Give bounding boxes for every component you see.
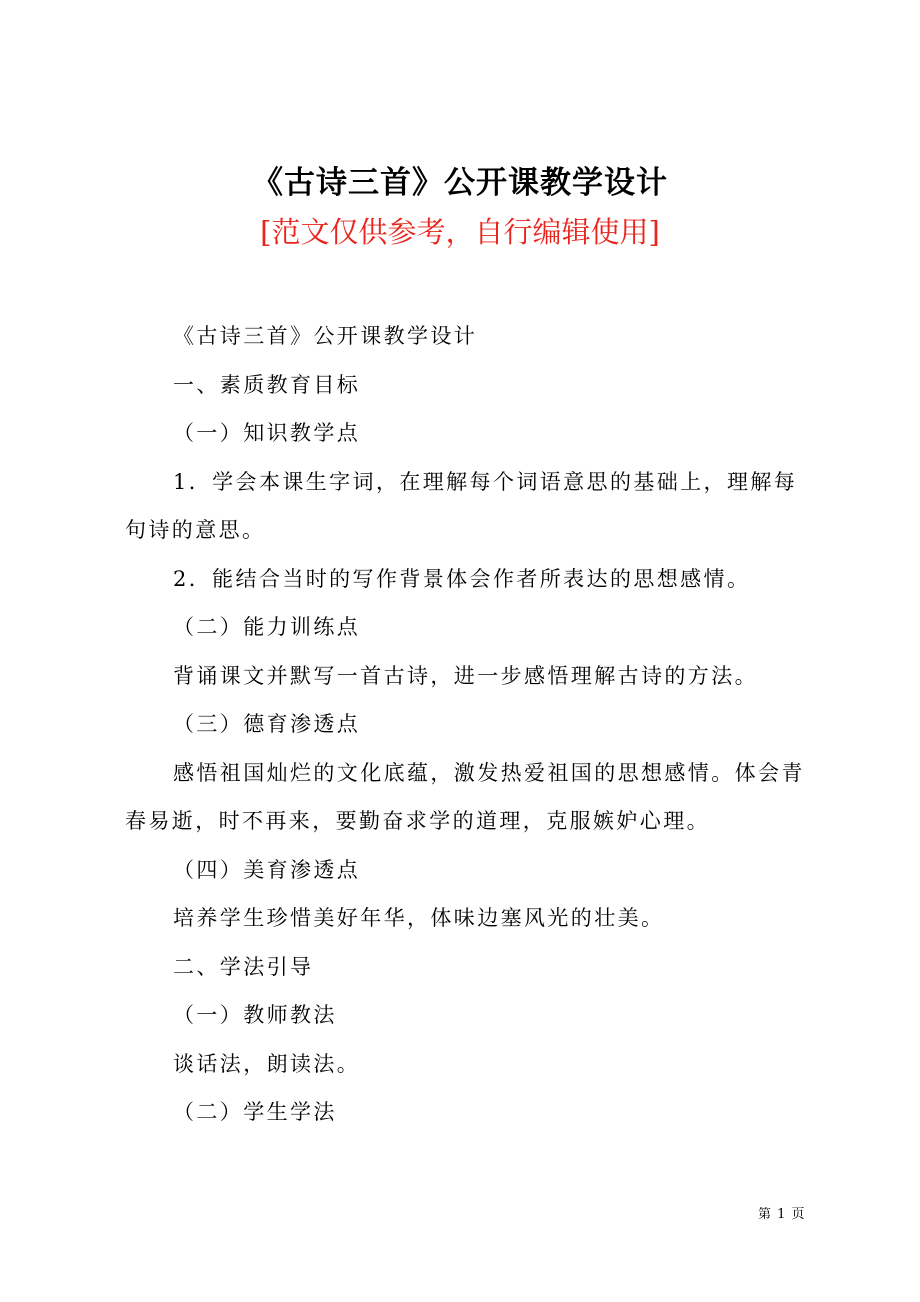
subsection-heading: （二）能力训练点 — [173, 615, 361, 639]
paragraph: 培养学生珍惜美好年华，体味边塞风光的壮美。 — [173, 906, 665, 930]
paragraph: 1．学会本课生字词，在理解每个词语意思的基础上，理解每句诗的意思。 — [125, 469, 798, 542]
subsection-heading: （二）学生学法 — [173, 1100, 337, 1124]
document-body — [125, 312, 805, 1137]
document-subtitle: [范文仅供参考，自行编辑使用] — [260, 215, 660, 249]
section-heading: 一、素质教育目标 — [173, 372, 361, 397]
subsection-heading: （四）美育渗透点 — [173, 857, 361, 882]
section-heading: 二、学法引导 — [173, 954, 314, 979]
page-number: 第 1 页 — [758, 1207, 806, 1222]
paragraph: 谈话法，朗读法。 — [173, 1051, 361, 1076]
document-title: 《古诗三首》公开课教学设计 — [252, 165, 668, 201]
paragraph: 背诵课文并默写一首古诗，进一步感悟理解古诗的方法。 — [173, 663, 758, 688]
paragraph: 感悟祖国灿烂的文化底蕴，激发热爱祖国的思想感情。体会青春易逝，时不再来，要勤奋求学的道理，克服嫉妒心理。 — [125, 760, 805, 833]
paragraph: 《古诗三首》公开课教学设计 — [173, 324, 478, 348]
subsection-heading: （一）知识教学点 — [173, 421, 361, 445]
subsection-heading: （一）教师教法 — [173, 1003, 337, 1027]
subsection-heading: （三）德育渗透点 — [173, 712, 361, 736]
paragraph: 2．能结合当时的写作背景体会作者所表达的思想感情。 — [173, 566, 751, 591]
